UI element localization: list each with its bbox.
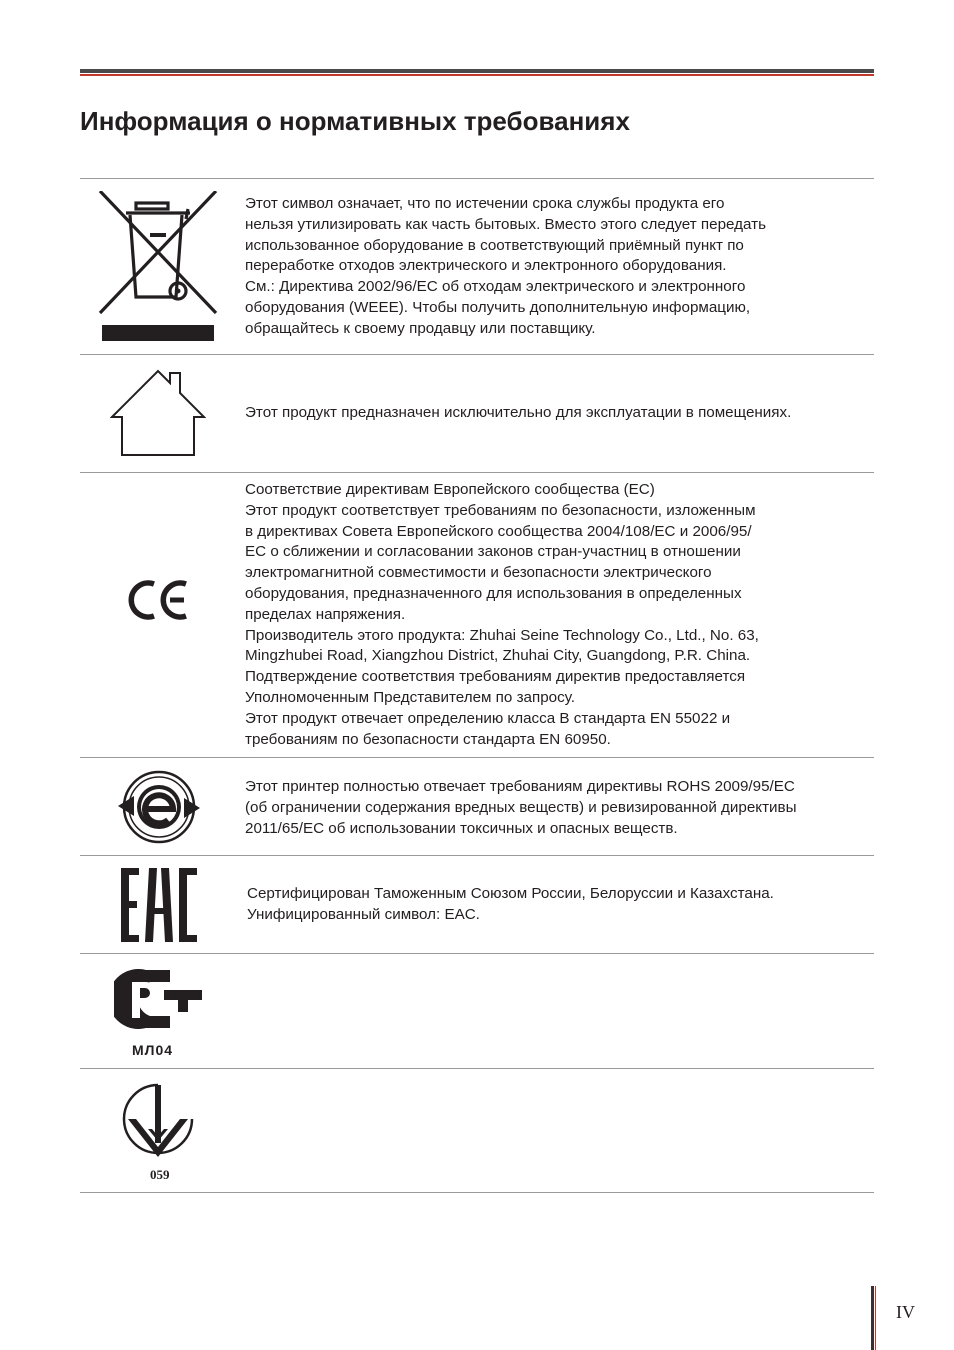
text-line: Соответствие директивам Европейского сообщества (ЕС)	[245, 481, 655, 498]
rohs-text	[245, 777, 797, 839]
weee-text	[245, 194, 766, 340]
text-line: Производитель этого продукта: Zhuhai Seine Technology Co., Ltd., No. 63,	[245, 626, 759, 644]
rohs-e-icon	[118, 766, 200, 848]
ce-text	[245, 480, 759, 750]
ce-mark-icon	[126, 577, 192, 623]
text-line: См.: Директива 2002/96/EC об отходам электрического и электронного	[245, 278, 746, 296]
ukr-row	[80, 1069, 874, 1192]
text-line: (об ограничении содержания вредных веществ) и ревизированной директивы	[245, 798, 797, 816]
header-rule-red	[80, 74, 874, 76]
crossed-bin-icon	[98, 191, 218, 343]
weee-row	[80, 179, 874, 354]
eac-mark-icon	[121, 868, 197, 942]
text-line: нельзя утилизировать как часть бытовых. Вместо этого следует передать	[245, 215, 766, 233]
gost-row	[80, 954, 874, 1068]
rst-mark-icon	[114, 968, 204, 1030]
page-title: Информация о нормативных требованиях	[80, 106, 630, 136]
text-line: электромагнитной совместимости и безопасности электрического	[245, 564, 712, 582]
text-line: Подтверждение соответствия требованиям директив предоставляется	[245, 668, 746, 686]
gost-code: МЛ04	[132, 1042, 174, 1058]
house-icon	[110, 369, 206, 457]
text-line: переработке отходов электрического и электронного оборудования.	[245, 257, 727, 275]
text-line: Уполномоченным Представителем по запросу.	[245, 688, 575, 706]
text-line: Mingzhubei Road, Xiangzhou District, Zhuhai City, Guangdong, P.R. China.	[245, 647, 751, 665]
eac-row	[80, 856, 874, 953]
eac-text	[247, 884, 862, 926]
text-line: Этот символ означает, что по истечении срока службы продукта его	[245, 195, 725, 212]
text-line: EC о сближении и согласовании законов стран-участниц в отношении	[245, 543, 741, 561]
footer-rule-dark	[871, 1286, 874, 1350]
text-line: обращайтесь к своему продавцу или поставщику.	[245, 319, 596, 337]
text-line: 2011/65/EC об использовании токсичных и опасных веществ.	[245, 819, 678, 837]
footer-rule-red	[875, 1286, 876, 1350]
text-line: пределах напряжения.	[245, 605, 406, 623]
indoor-row	[80, 355, 874, 472]
text-line: в директивах Совета Европейского сообщества 2004/108/EC и 2006/95/	[245, 522, 752, 540]
page-number: IV	[896, 1302, 915, 1322]
ukr-code: 059	[150, 1167, 170, 1182]
text-line: оборудования, предназначенного для использования в определенных	[245, 584, 742, 602]
header-rule-dark	[80, 69, 874, 73]
text-line: Этот продукт отвечает определению класса B стандарта EN 55022 и	[245, 709, 731, 727]
text-line: Этот продукт соответствует требованиям по безопасности, изложенным	[245, 501, 756, 519]
indoor-text: Этот продукт предназначен исключительно для эксплуатации в помещениях.	[245, 404, 792, 421]
ce-row	[80, 473, 874, 757]
text-line: требованиям по безопасности стандарта EN 60950.	[245, 730, 611, 748]
row-divider	[80, 1192, 874, 1193]
ukr-mark-icon	[118, 1079, 198, 1165]
text-line: использованное оборудование в соответствующий приёмный пункт по	[245, 236, 744, 254]
text-line: оборудования (WEEE). Чтобы получить дополнительную информацию,	[245, 298, 751, 316]
text-line: Сертифицирован Таможенным Союзом России, Белоруссии и Казахстана.	[247, 885, 774, 902]
text-line: Этот принтер полностью отвечает требованиям директивы ROHS 2009/95/EC	[245, 778, 795, 795]
text-line: Унифицированный символ: EAC.	[247, 905, 480, 923]
rohs-row	[80, 758, 874, 855]
